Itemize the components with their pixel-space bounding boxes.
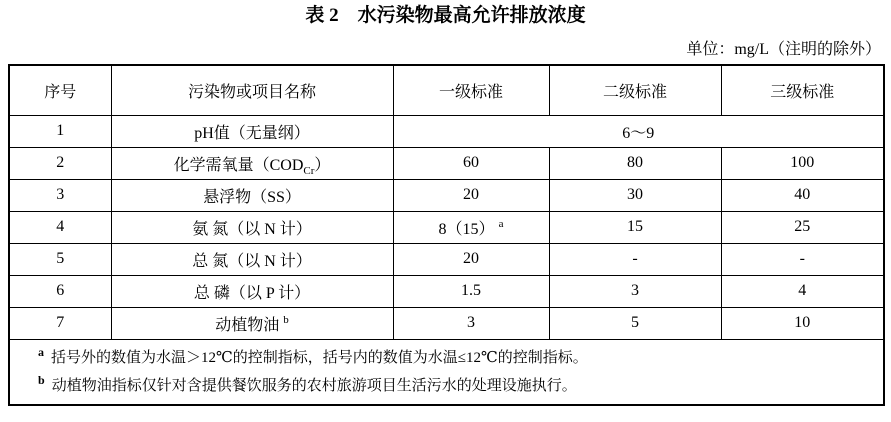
col-header-pollutant: 污染物或项目名称 (111, 65, 393, 115)
footnote-a (10, 344, 875, 372)
cell-pollutant-name (111, 307, 393, 339)
cell-grade2-value: 80 (549, 147, 721, 179)
cell-grade1-value: 60 (393, 147, 549, 179)
cell-grade1-value: 20 (393, 179, 549, 211)
cell-grade3-value: 40 (721, 179, 884, 211)
table-row-total-n (9, 243, 884, 275)
cell-no: 5 (9, 243, 111, 275)
footnote-a-text: 括号外的数值为水温＞12℃的控制指标，括号内的数值为水温≤12℃的控制指标。 (51, 349, 588, 366)
cell-grade3-value: 100 (721, 147, 884, 179)
cell-grade2-value: 5 (549, 307, 721, 339)
subscript-cr: Cr (303, 164, 315, 177)
cell-grade1-value: 1.5 (393, 275, 549, 307)
cell-grade2-value: 3 (549, 275, 721, 307)
table-row-ammonia (9, 211, 884, 243)
col-header-grade1: 一级标准 (393, 65, 549, 115)
unit-note: 单位：mg/L（注明的除外） (686, 41, 881, 58)
cell-pollutant-name (111, 147, 393, 179)
value-text: 8（15） (438, 220, 495, 238)
footnote-b-text: 动植物油指标仅针对含提供餐饮服务的农村旅游项目生活污水的处理设施执行。 (51, 377, 577, 394)
cell-no: 2 (9, 147, 111, 179)
footnote-b (10, 372, 875, 400)
cell-grade2-value: - (549, 243, 721, 275)
cell-grade3-value: 4 (721, 275, 884, 307)
cell-no: 1 (9, 115, 111, 147)
cell-pollutant-name: 氨 氮（以 N 计） (111, 211, 393, 243)
cell-no: 6 (9, 275, 111, 307)
cell-grade1-value: 3 (393, 307, 549, 339)
name-text: 化学需氧量（COD (173, 156, 304, 174)
cell-grade3-value: 10 (721, 307, 884, 339)
cell-pollutant-name: 总 磷（以 P 计） (111, 275, 393, 307)
footnote-ref-a: a (498, 218, 504, 231)
footnote-a-marker: a (38, 344, 44, 359)
table-caption: 表 2 水污染物最高允许排放浓度 (305, 5, 586, 26)
cell-no: 7 (9, 307, 111, 339)
col-header-grade3: 三级标准 (721, 65, 884, 115)
cell-no: 3 (9, 179, 111, 211)
cell-pollutant-name: 悬浮物（SS） (111, 179, 393, 211)
header-row (9, 65, 884, 115)
table-row-oil (9, 307, 884, 339)
name-text: 动植物油 (215, 316, 280, 334)
table-row-total-p (9, 275, 884, 307)
cell-grade1-value (393, 211, 549, 243)
cell-grade1-value: 20 (393, 243, 549, 275)
footnote-b-marker: b (38, 372, 45, 387)
cell-grade3-value: - (721, 243, 884, 275)
cell-grade3-value: 25 (721, 211, 884, 243)
footnotes-cell (9, 339, 884, 405)
cell-merged-value: 6～9 (393, 115, 884, 147)
standards-table (8, 64, 885, 406)
footnotes-row (9, 339, 884, 405)
table-row-ph (9, 115, 884, 147)
table-row-ss (9, 179, 884, 211)
cell-no: 4 (9, 211, 111, 243)
footnote-ref-b: b (283, 314, 289, 327)
cell-grade2-value: 30 (549, 179, 721, 211)
col-header-grade2: 二级标准 (549, 65, 721, 115)
name-text-end: ） (314, 156, 331, 174)
col-header-no: 序号 (9, 65, 111, 115)
cell-grade2-value: 15 (549, 211, 721, 243)
cell-pollutant-name: 总 氮（以 N 计） (111, 243, 393, 275)
cell-pollutant-name: pH值（无量纲） (111, 115, 393, 147)
table-row-cod (9, 147, 884, 179)
